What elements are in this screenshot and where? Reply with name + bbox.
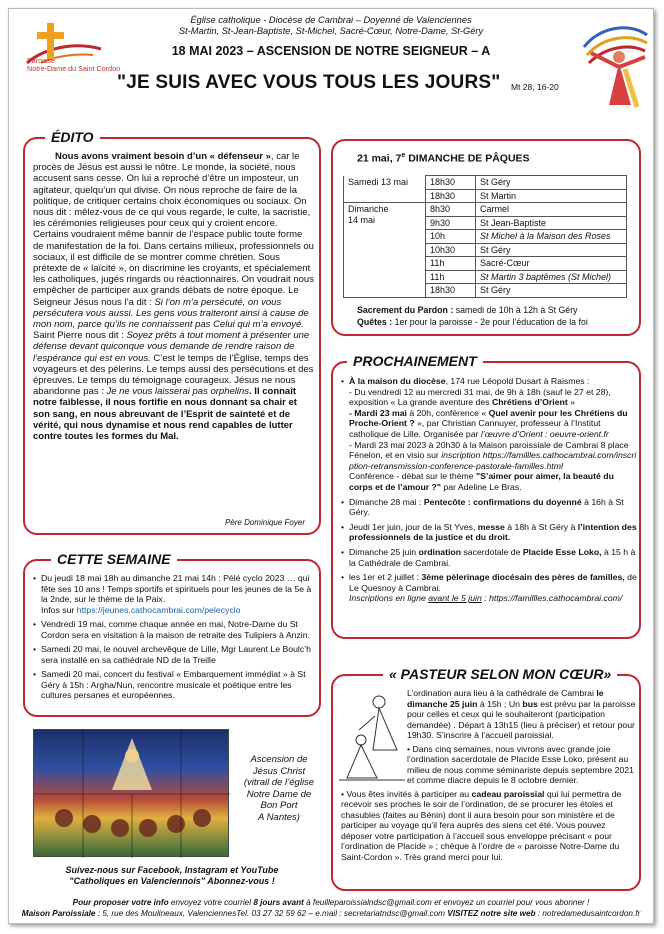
list-item: • les 1er et 2 juillet : 3ème pèlerinage diocésain des pères de familles, de Le Quesnoy à Cambrai. Inscriptions en ligne avant le 5 juin : https://famillles.cathocambrai.com/ — [341, 572, 637, 604]
edito-title: ÉDITO — [45, 129, 100, 145]
edito-box — [23, 129, 321, 535]
semaine-title: CETTE SEMAINE — [51, 551, 177, 567]
header-date: 18 MAI 2023 – ASCENSION DE NOTRE SEIGNEUR – A — [171, 44, 491, 58]
pelecyclo-link[interactable]: https://jeunes.cathocambrai.com/pelecyclo — [76, 604, 241, 615]
list-item: • Dimanche 28 mai : Pentecôte : confirmations du doyenné à 16h à St Géry. — [341, 497, 637, 518]
social-follow: Suivez-nous sur Facebook, Instagram et YouTube "Catholiques en Valenciennois" Abonnez-vous ! — [65, 865, 279, 886]
list-item: • À la maison du diocèse, 174 rue Léopold Dusart à Raismes : - Du vendredi 12 au mercredi 31 mai, de 9h à 18h (sauf le 27 et 28), exposition « La grande aventure des Chrétiens d’Orient » - Mardi 23 mai à 20h, conférence « Quel avenir pour les Chrétiens du Proche-Orient ? », par Christian Cannuyer, professeur à l’Institut catholique de Lille. Organisée par l’œuvre d’Orient : oeuvre-orient.fr - Mardi 23 mai 2023 à 20h30 à la Maison paroissiale de Cambrai 8 place Fénelon, et en visio sur inscription https://famillles.cathocambrai.com/inscription-retransmission-conference-pastorale-familles.html Conférence - débat sur le thème "S’aimer pour aimer, la beauté du corps et de l’amour ?" par Adeline Le Bras. — [341, 376, 637, 493]
pasteur-body: L’ordination aura lieu à la cathédrale de Cambrai le dimanche 25 juin à 15h ; Un bus est prévu par la paroisse pour celles et ceux qui le souhaiteront (participation demandée) . Départ à 13h15 (lieu à préciser) et retour pour 19h30. S’inscrire à l’accueil paroissial. • Dans cinq semaines, nous vivrons avec grande joie l’ordination sacerdotale de Placide Esse Loko, présent au milieu de nous comme séminariste depuis septembre 2021 et comme diacre depuis le 8 octobre dernier. • Vous êtes invités à participer au cadeau paroissial qui lui permettra de recevoir ses proches le soir de l’ordination, de se procurer les étoles et chasubles (faites au Bénin) dont il aura besoin pour son ministère et de participer au voyage qu’il fera auprès des siens cet été. Vous pouvez déposer votre participation à l’accueil sous enveloppe précisant « pour l’ordination de Placide » ; chèque à l’ordre de « paroisse Notre-Dame du Saint-Cordon ». Très grand merci pour lui. — [341, 688, 636, 862]
cette-semaine-box — [23, 551, 321, 717]
table-row: Samedi 13 mai 18h30 St Géry — [344, 176, 627, 190]
semaine-body — [33, 573, 317, 705]
footer-line2: Maison Paroissiale : 5, rue des Moulineaux, ValenciennesTel. 03 27 32 59 62 – e.mail : secretariatndsc@gmail.com VISITEZ notre site web : notredamedusaintcordon.fr — [21, 909, 641, 918]
pardon-line: Sacrement du Pardon : samedi de 10h à 12h à St Géry — [357, 305, 578, 315]
table-row: 18h30 St Géry — [344, 284, 627, 298]
table-row: 11h Sacré-Cœur — [344, 257, 627, 271]
prochainement-body — [341, 376, 637, 608]
table-row: Dimanche 14 mai 8h30 Carmel — [344, 203, 627, 217]
table-row: 10h30 St Géry — [344, 243, 627, 257]
pasteur-box — [331, 666, 641, 891]
list-item: • Jeudi 1er juin, jour de la St Yves, messe à 18h à St Géry à l’intention des professionnels de la justice et du droit. — [341, 522, 637, 543]
header-quote-ref: Mt 28, 16-20 — [511, 82, 559, 92]
list-item: • Du jeudi 18 mai 18h au dimanche 21 mai 14h : Pélé cyclo 2023 … qui fête ses 10 ans ! Temps sportifs et spirituels pour les jeunes de la 5e à la 2nde, sur le thème de la Paix. Infos sur https://jeunes.cathocambrai.com/pelecyclo — [33, 573, 317, 615]
stained-glass-image — [33, 729, 229, 857]
pasteur-title: « PASTEUR SELON MON CŒUR» — [383, 666, 617, 682]
quetes-line: Quêtes : 1er pour la paroisse - 2e pour l’éducation de la foi — [357, 317, 588, 327]
logo-caption-line1: Paroisse — [27, 56, 55, 65]
list-item: • Samedi 20 mai, le nouvel archevêque de Lille, Mgr Laurent Le Boulc’h sera installé en sa cathédrale ND de la Treille — [33, 644, 317, 665]
edito-signature: Père Dominique Foyer — [224, 518, 305, 527]
bulletin-page — [8, 8, 654, 924]
header-diocese-line: Église catholique - Diocèse de Cambrai – Doyenné de Valenciennes — [190, 15, 472, 25]
list-item: • Samedi 20 mai, concert du festival « Embarquement immédiat » à St Géry à 15h : Argha/Nun, rencontre musicale et poétique entre les cultures persanes et européennes. — [33, 669, 317, 701]
footer-line1: Pour proposer votre info envoyez votre courriel 8 jours avant à feuilleparoissialndsc@gmail.com et envoyez un courriel pour vous abonner ! — [72, 898, 590, 907]
mass-schedule-box — [331, 139, 641, 336]
header-parishes-line: St-Martin, St-Jean-Baptiste, St-Michel, Sacré-Cœur, Notre-Dame, St-Géry — [178, 26, 484, 36]
edito-body: Nous avons vraiment besoin d’un « défenseur », car le procès de Jésus est aussi le nôtre. Le monde, la société, nous accusent sans cesse. On lui a reproché d’être un imposteur, un agitateur, quelqu’un qui divise. On nous reproche de faire de la politique, de critiquer certains choix économiques ou sociaux. On nous dit : mêlez-vous de ce qui vous regarde, le culte, la sacristie, les cérémonies religieuses pour ceux qui y croient encore. Certains voudraient même bannir de l’espace public toute forme de manifestation de la foi. Dans certains milieux, professionnels ou sociaux, il est difficile de se montrer comme chrétien. Sous prétexte de « laïcité », on discrimine les croyants, et spécialement les catholiques, jugés ringards ou réactionnaires. On voudrait nous empêcher de participer aux grands débats de notre époque. Le Seigneur Jésus nous l’a dit : Si l’on m’a persécuté, on vous persécutera vous aussi. Les gens vous traiteront ainsi à cause de mon nom, parce qu’ils ne connaissent pas Celui qui m’a envoyé. Saint Pierre nous dit : Soyez prêts à tout moment à présenter une défense devant quiconque vous demande de rendre raison de l’espérance qui est en vous. C’est le temps de l’Église, temps des voyageurs et des pèlerins. Le temps aussi des persécutions et des épreuves. Le temps du témoignage courageux. Jésus ne nous abandonne pas : Je ne vous laisserai pas orphelins. Il connaît notre faiblesse, il nous fortifie en nous donnant sa chair et son sang, en nous abreuvant de l’Esprit de sainteté et de vérité, qui nous dynamise et nous rend capables de lutter contre toutes les formes du Mal. — [33, 151, 314, 443]
prochainement-box — [331, 353, 641, 639]
schedule-title: 21 mai, 7e DIMANCHE DE PÂQUES — [357, 152, 530, 165]
list-item: • Vendredi 19 mai, comme chaque année en mai, Notre-Dame du St Cordon sera en visitation à la maison de retraite des Tulipiers à Anzin. — [33, 619, 317, 640]
list-item: • Dimanche 25 juin ordination sacerdotale de Placide Esse Loko, à 15 h à la Cathédrale de Cambrai. — [341, 547, 637, 568]
image-caption: Ascension de Jésus Christ (vitrail de l’église Notre Dame de Bon Port A Nantes) — [243, 754, 315, 823]
table-row: 18h30 St Martin — [344, 189, 627, 203]
schedule-table — [343, 175, 627, 298]
table-row: 10h St Michel à la Maison des Roses — [344, 230, 627, 244]
header-quote: "JE SUIS AVEC VOUS TOUS LES JOURS" — [117, 72, 501, 93]
logo-caption — [27, 57, 120, 73]
table-row: 11h St Martin 3 baptêmes (St Michel) — [344, 270, 627, 284]
prochainement-title: PROCHAINEMENT — [347, 353, 483, 369]
table-row: 9h30 St Jean-Baptiste — [344, 216, 627, 230]
logo-caption-line2: Notre-Dame du Saint Cordon — [27, 64, 121, 73]
